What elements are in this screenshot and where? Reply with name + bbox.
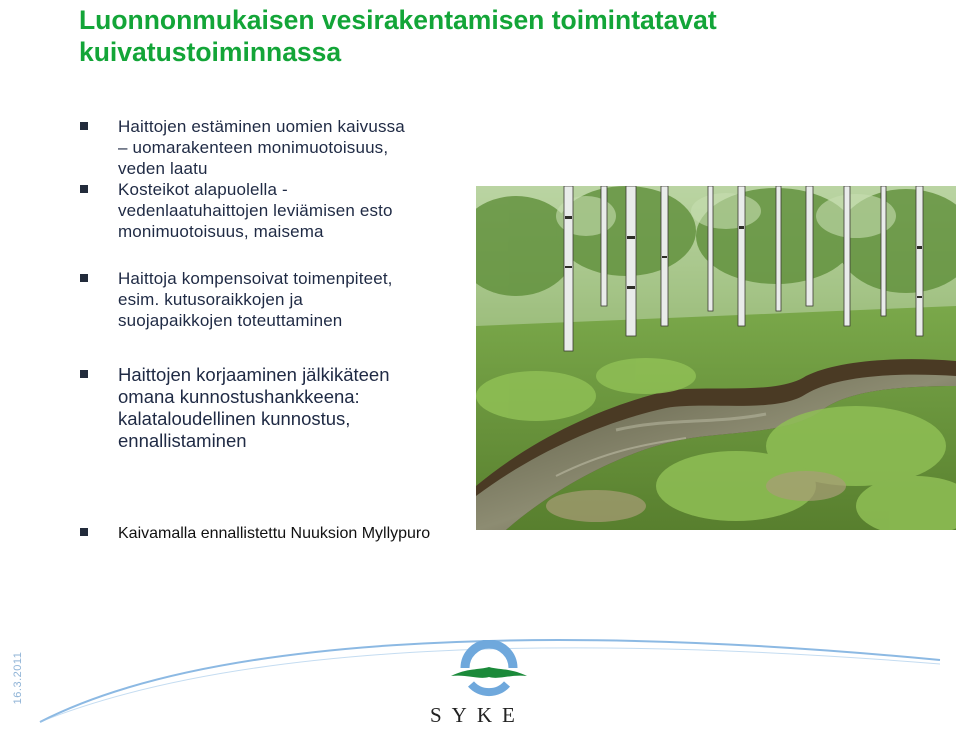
slide-title: Luonnonmukaisen vesirakentamisen toimintatavat kuivatustoiminnassa [79, 5, 717, 67]
bullet-text: Haittoja kompensoivat toimenpiteet, esim. kutusoraikkojen ja suojapaikkojen toteuttaminen [118, 269, 393, 330]
square-bullet-icon [80, 274, 88, 282]
syke-logo-icon [447, 640, 531, 704]
square-bullet-icon [80, 122, 88, 130]
stream-photo [476, 186, 956, 530]
bullet-item [79, 364, 479, 452]
bullet-text: Haittojen estäminen uomien kaivussa – uomarakenteen monimuotoisuus, veden laatu [118, 117, 405, 178]
syke-logo-text: SYKE [430, 703, 525, 727]
square-bullet-icon [80, 528, 88, 536]
photo-caption [79, 524, 479, 544]
slide-date: 16.3.2011 [12, 651, 24, 705]
bullet-item [79, 268, 479, 331]
bullet-item [79, 116, 479, 179]
caption-text: Kaivamalla ennallistettu Nuuksion Myllypuro [118, 525, 431, 542]
bullet-text: Kosteikot alapuolella - vedenlaatuhaittojen leviämisen esto monimuotoisuus, maisema [118, 180, 393, 241]
square-bullet-icon [80, 370, 88, 378]
bullet-item [79, 179, 479, 242]
square-bullet-icon [80, 185, 88, 193]
bullet-text: Haittojen korjaaminen jälkikäteen omana kunnostushankkeena: kalataloudellinen kunnostus, ennallistaminen [118, 364, 390, 451]
